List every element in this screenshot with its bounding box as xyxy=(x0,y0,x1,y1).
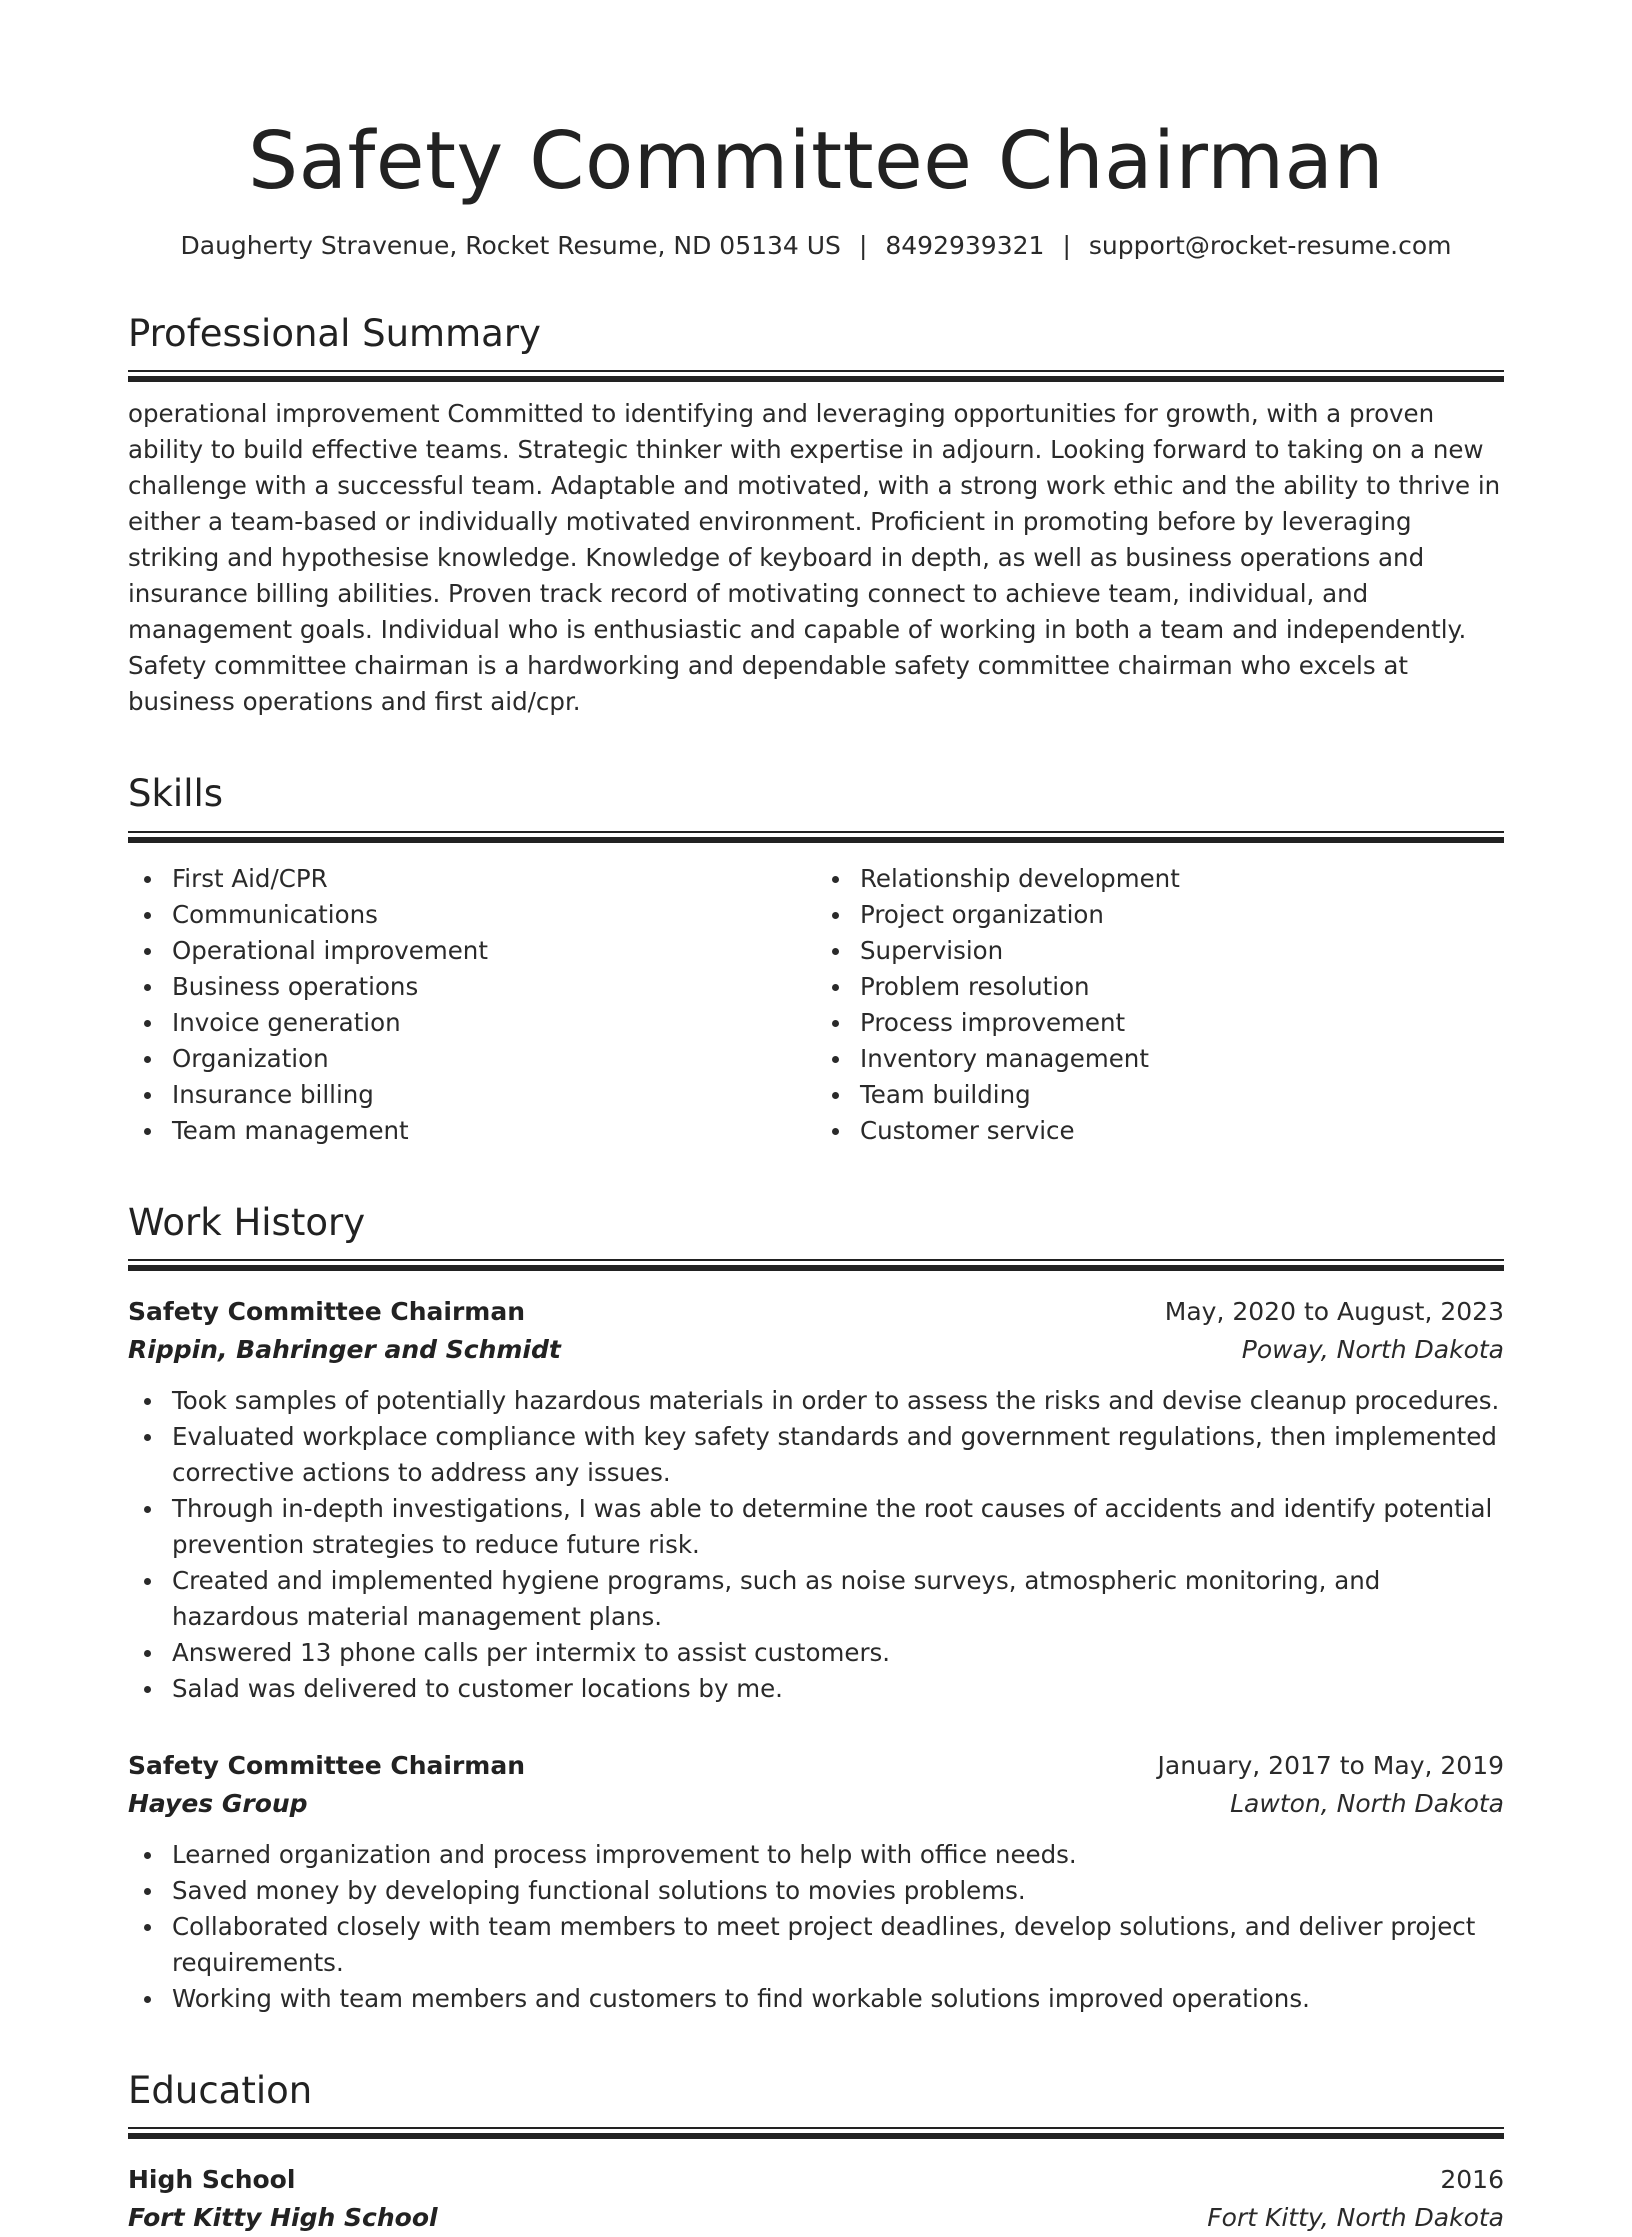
section-divider xyxy=(128,2127,1504,2139)
contact-email[interactable]: support@rocket-resume.com xyxy=(1088,230,1452,260)
job-bullet: Learned organization and process improvement to help with office needs. xyxy=(128,1837,1504,1873)
skills-column-right xyxy=(816,861,1504,1149)
education-entry xyxy=(128,2161,1504,2237)
job-location: Poway, North Dakota xyxy=(1241,1335,1504,1365)
skill-item: Team management xyxy=(128,1113,816,1149)
job-header xyxy=(128,1293,1504,1331)
section-divider xyxy=(128,370,1504,382)
job-company: Hayes Group xyxy=(128,1789,308,1819)
contact-line xyxy=(128,231,1504,260)
job-dates: January, 2017 to May, 2019 xyxy=(1157,1751,1504,1781)
skills-column-left xyxy=(128,861,816,1149)
contact-separator: | xyxy=(858,230,868,260)
job-title: Safety Committee Chairman xyxy=(128,1297,525,1327)
skill-item: First Aid/CPR xyxy=(128,861,816,897)
skill-item: Problem resolution xyxy=(816,969,1504,1005)
contact-separator: | xyxy=(1062,230,1071,260)
skill-item: Project organization xyxy=(816,897,1504,933)
job-bullet: Took samples of potentially hazardous materials in order to assess the risks and devise cleanup procedures. xyxy=(128,1383,1504,1419)
education-location: Fort Kitty, North Dakota xyxy=(1207,2203,1504,2233)
skill-item: Customer service xyxy=(816,1113,1504,1149)
job-entry xyxy=(128,1747,1504,2017)
education-year: 2016 xyxy=(1440,2165,1504,2195)
job-bullet: Working with team members and customers to find workable solutions improved operations. xyxy=(128,1981,1504,2017)
skill-item: Inventory management xyxy=(816,1041,1504,1077)
job-bullet: Saved money by developing functional solutions to movies problems. xyxy=(128,1873,1504,1909)
skill-item: Process improvement xyxy=(816,1005,1504,1041)
contact-phone: 8492939321 xyxy=(885,230,1045,260)
job-entry xyxy=(128,1293,1504,1707)
section-divider xyxy=(128,1259,1504,1271)
education-header xyxy=(128,2161,1504,2199)
job-bullet: Through in-depth investigations, I was able to determine the root causes of accidents and identify potential prevention strategies to reduce future risk. xyxy=(128,1491,1504,1563)
education-degree: High School xyxy=(128,2165,296,2195)
job-bullets xyxy=(128,1837,1504,2017)
skill-item: Organization xyxy=(128,1041,816,1077)
job-bullets xyxy=(128,1383,1504,1707)
job-dates: May, 2020 to August, 2023 xyxy=(1164,1297,1504,1327)
skills-list xyxy=(128,861,1504,1149)
skill-item: Supervision xyxy=(816,933,1504,969)
job-bullet: Evaluated workplace compliance with key safety standards and government regulations, then implemented corrective actions to address any issues. xyxy=(128,1419,1504,1491)
job-title: Safety Committee Chairman xyxy=(128,1751,525,1781)
education-heading: Education xyxy=(128,2069,313,2113)
skill-item: Invoice generation xyxy=(128,1005,816,1041)
skill-item: Team building xyxy=(816,1077,1504,1113)
job-bullet: Answered 13 phone calls per intermix to assist customers. xyxy=(128,1635,1504,1671)
job-bullet: Created and implemented hygiene programs, such as noise surveys, atmospheric monitoring, and hazardous material management plans. xyxy=(128,1563,1504,1635)
work-history-heading: Work History xyxy=(128,1200,366,1244)
summary-heading: Professional Summary xyxy=(128,311,541,355)
contact-address: Daugherty Stravenue, Rocket Resume, ND 05134 US xyxy=(180,230,841,260)
skills-heading: Skills xyxy=(128,772,224,816)
skill-item: Business operations xyxy=(128,969,816,1005)
job-header xyxy=(128,1747,1504,1785)
skill-item: Insurance billing xyxy=(128,1077,816,1113)
section-divider xyxy=(128,831,1504,843)
skill-item: Communications xyxy=(128,897,816,933)
skill-item: Relationship development xyxy=(816,861,1504,897)
job-location: Lawton, North Dakota xyxy=(1230,1789,1504,1819)
job-company: Rippin, Bahringer and Schmidt xyxy=(128,1335,561,1365)
job-subheader xyxy=(128,1331,1504,1369)
job-subheader xyxy=(128,1785,1504,1823)
education-school: Fort Kitty High School xyxy=(128,2203,438,2233)
candidate-name: Safety Committee Chairman xyxy=(247,115,1385,207)
summary-text: operational improvement Committed to identifying and leveraging opportunities for growth, with a proven ability to build effective teams. Strategic thinker with expertise in adjourn. Looking forward to taking on a new challenge with a successful team. Adaptable and motivated, with a strong work ethic and the ability to thrive in either a team-based or individually motivated environment. Proficient in promoting before by leveraging striking and hypothesise knowledge. Knowledge of keyboard in depth, as well as business operations and insurance billing abilities. Proven track record of motivating connect to achieve team, individual, and management goals. Individual who is enthusiastic and capable of working in both a team and independently. Safety committee chairman is a hardworking and dependable safety committee chairman who excels at business operations and first aid/cpr. xyxy=(128,399,1501,717)
skill-item: Operational improvement xyxy=(128,933,816,969)
education-subheader xyxy=(128,2199,1504,2237)
job-bullet: Collaborated closely with team members to meet project deadlines, develop solutions, and deliver project requirements. xyxy=(128,1909,1504,1981)
job-bullet: Salad was delivered to customer locations by me. xyxy=(128,1671,1504,1707)
